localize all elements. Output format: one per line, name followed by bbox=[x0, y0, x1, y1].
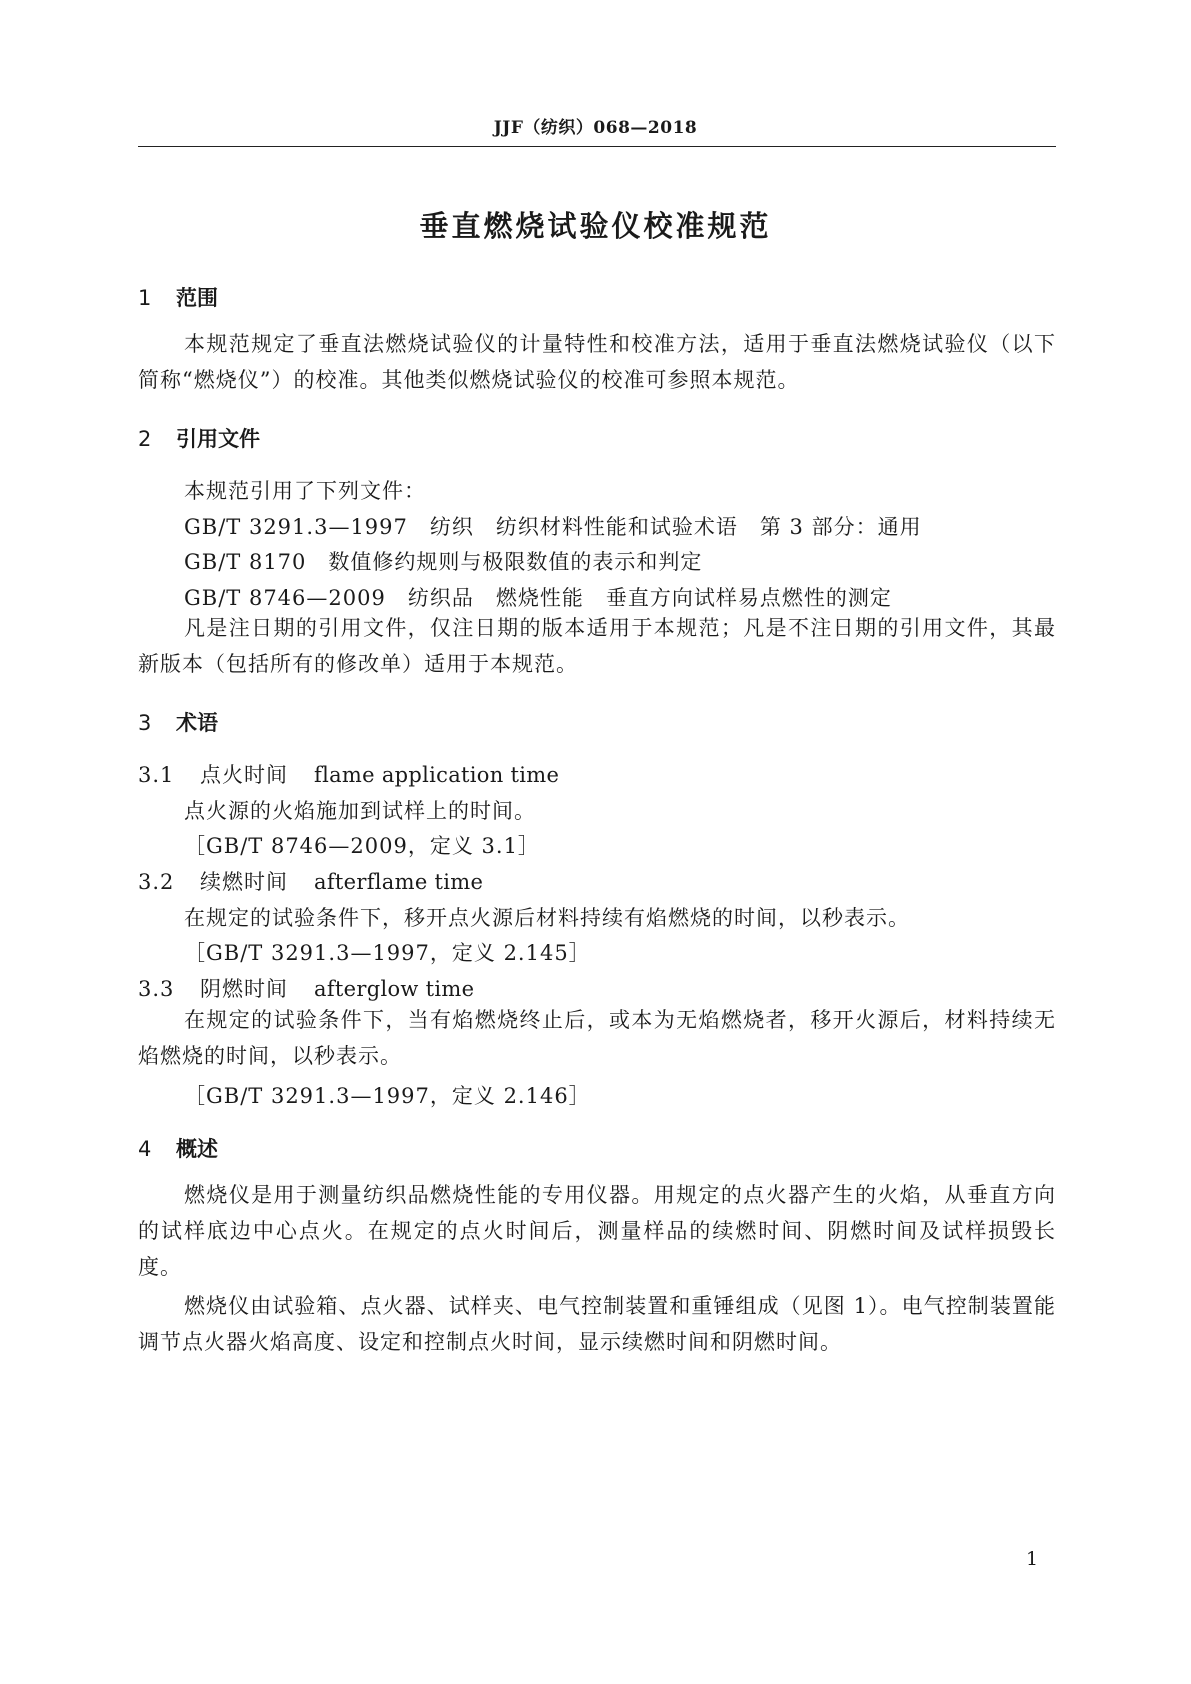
term-definition: 在规定的试验条件下，当有焰燃烧终止后，或本为无焰燃烧者，移开火源后，材料持续无焰燃烧的时间，以秒表示。 bbox=[138, 1008, 1056, 1068]
term-definition: 在规定的试验条件下，移开点火源后材料持续有焰燃烧的时间，以秒表示。 bbox=[184, 906, 910, 930]
reference-item: GB/T 8170 数值修约规则与极限数值的表示和判定 bbox=[184, 550, 703, 574]
section-1-heading bbox=[138, 282, 218, 312]
section-4-paragraph: 燃烧仪由试验箱、点火器、试样夹、电气控制装置和重锤组成（见图 1）。电气控制装置能调节点火器火焰高度、设定和控制点火时间，显示续燃时间和阴燃时间。 bbox=[138, 1294, 1056, 1354]
section-4-heading bbox=[138, 1133, 218, 1163]
section-2-heading bbox=[138, 423, 260, 453]
section-number: 2 bbox=[138, 427, 152, 451]
section-1-paragraph: 本规范规定了垂直法燃烧试验仪的计量特性和校准方法，适用于垂直法燃烧试验仪（以下简称“燃烧仪”）的校准。其他类似燃烧试验仪的校准可参照本规范。 bbox=[138, 332, 1056, 392]
term-english: flame application time bbox=[314, 763, 560, 787]
term-definition: 点火源的火焰施加到试样上的时间。 bbox=[184, 799, 536, 823]
term-number: 3.1 bbox=[138, 763, 175, 787]
term-name: 点火时间 bbox=[200, 763, 288, 787]
term-3-3 bbox=[138, 973, 474, 1003]
section-title: 术语 bbox=[176, 711, 218, 735]
term-name: 续燃时间 bbox=[200, 870, 288, 894]
term-source: ［GB/T 8746—2009，定义 3.1］ bbox=[184, 834, 540, 858]
reference-item: GB/T 3291.3—1997 纺织 纺织材料性能和试验术语 第 3 部分：通用 bbox=[184, 515, 922, 539]
document-title: 垂直燃烧试验仪校准规范 bbox=[419, 209, 772, 243]
standard-code-header: JJF（纺织）068—2018 bbox=[493, 118, 698, 138]
term-3-2 bbox=[138, 866, 483, 896]
term-3-1 bbox=[138, 759, 559, 789]
header-rule bbox=[138, 146, 1056, 147]
section-4-paragraph: 燃烧仪是用于测量纺织品燃烧性能的专用仪器。用规定的点火器产生的火焰，从垂直方向的试样底边中心点火。在规定的点火时间后，测量样品的续燃时间、阴燃时间及试样损毁长度。 bbox=[138, 1183, 1056, 1279]
term-name: 阴燃时间 bbox=[200, 977, 288, 1001]
term-source: ［GB/T 3291.3—1997，定义 2.146］ bbox=[184, 1084, 591, 1108]
section-title: 引用文件 bbox=[176, 427, 260, 451]
page-number: 1 bbox=[1026, 1548, 1039, 1570]
term-number: 3.2 bbox=[138, 870, 175, 894]
reference-item: GB/T 8746—2009 纺织品 燃烧性能 垂直方向试样易点燃性的测定 bbox=[184, 586, 892, 610]
references-intro: 本规范引用了下列文件： bbox=[184, 479, 426, 503]
term-english: afterglow time bbox=[314, 977, 475, 1001]
term-source: ［GB/T 3291.3—1997，定义 2.145］ bbox=[184, 941, 591, 965]
references-note: 凡是注日期的引用文件，仅注日期的版本适用于本规范；凡是不注日期的引用文件，其最新版本（包括所有的修改单）适用于本规范。 bbox=[138, 616, 1056, 676]
term-number: 3.3 bbox=[138, 977, 175, 1001]
section-number: 1 bbox=[138, 286, 152, 310]
section-3-heading bbox=[138, 707, 218, 737]
section-number: 3 bbox=[138, 711, 152, 735]
section-title: 范围 bbox=[176, 286, 218, 310]
section-number: 4 bbox=[138, 1137, 152, 1161]
section-title: 概述 bbox=[176, 1137, 218, 1161]
term-english: afterflame time bbox=[314, 870, 484, 894]
